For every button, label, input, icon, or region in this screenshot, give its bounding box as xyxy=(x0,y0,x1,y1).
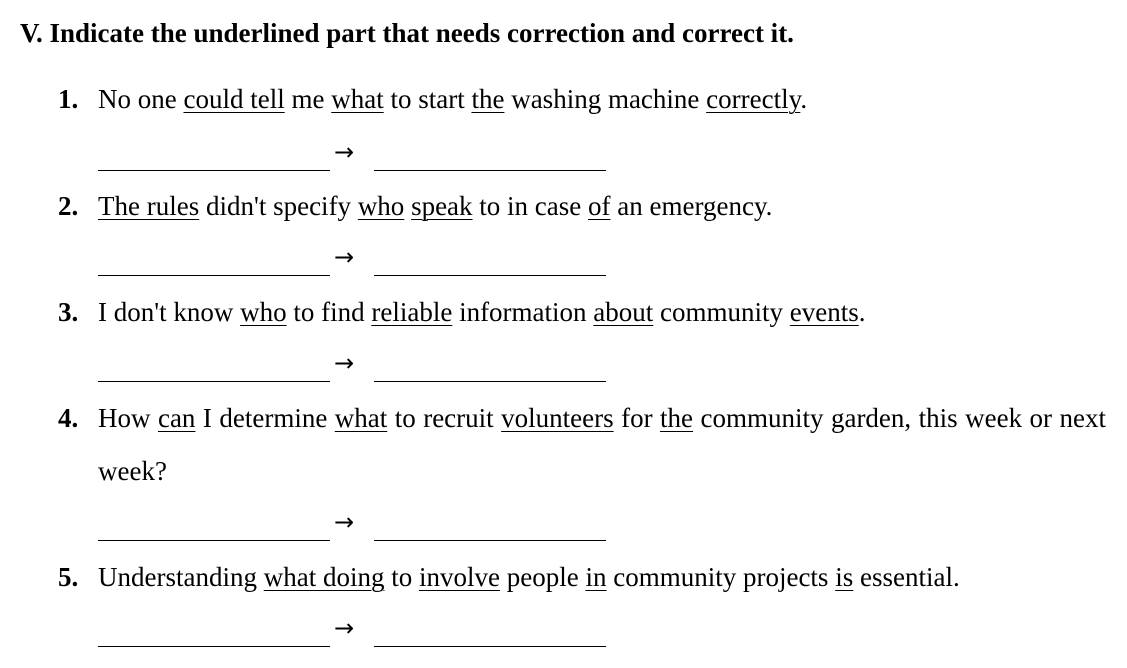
right-arrow-icon: → xyxy=(334,138,355,166)
underlined-part[interactable]: events xyxy=(789,297,859,327)
question-number: 3. xyxy=(58,297,79,327)
sentence-text: washing machine xyxy=(504,84,707,114)
underlined-part[interactable]: in xyxy=(585,562,607,592)
answer-blank-correction[interactable] xyxy=(374,275,606,276)
answer-blank-correction[interactable] xyxy=(374,170,606,171)
question-text xyxy=(98,73,1106,126)
exercise-heading: V. Indicate the underlined part that needs correction and correct it. xyxy=(20,18,794,48)
sentence-text: for xyxy=(613,403,661,433)
sentence-text: me xyxy=(284,84,332,114)
underlined-part[interactable]: volunteers xyxy=(501,403,614,433)
question-1 xyxy=(58,73,1106,126)
question-text xyxy=(98,286,1106,339)
underlined-part[interactable]: speak xyxy=(411,191,473,221)
question-text xyxy=(98,180,1106,233)
underlined-part[interactable]: of xyxy=(588,191,611,221)
question-4 xyxy=(58,392,1106,498)
right-arrow-icon: → xyxy=(334,243,355,271)
question-5 xyxy=(58,551,1106,604)
sentence-text: essential. xyxy=(853,562,960,592)
underlined-part[interactable]: what xyxy=(334,403,388,433)
question-text xyxy=(98,392,1106,498)
sentence-text: community projects xyxy=(606,562,836,592)
answer-blank-correction[interactable] xyxy=(374,646,606,647)
sentence-text: to xyxy=(384,562,419,592)
sentence-text: I don't know xyxy=(98,297,241,327)
answer-blank-underlined[interactable] xyxy=(98,170,330,171)
sentence-text: I determine xyxy=(195,403,335,433)
underlined-part[interactable]: who xyxy=(357,191,405,221)
sentence-text: Understanding xyxy=(98,562,264,592)
underlined-part[interactable]: could tell xyxy=(183,84,285,114)
answer-blank-correction[interactable] xyxy=(374,381,606,382)
answer-blank-underlined[interactable] xyxy=(98,275,330,276)
sentence-text: to find xyxy=(286,297,372,327)
underlined-part[interactable]: the xyxy=(660,403,694,433)
sentence-text: . xyxy=(800,84,808,114)
sentence-text: didn't specify xyxy=(199,191,358,221)
sentence-text: people xyxy=(499,562,586,592)
underlined-part[interactable]: reliable xyxy=(371,297,453,327)
underlined-part[interactable]: is xyxy=(835,562,854,592)
sentence-text: to recruit xyxy=(387,403,502,433)
question-3 xyxy=(58,286,1106,339)
answer-line-2 xyxy=(98,243,608,276)
answer-line-4 xyxy=(98,508,608,541)
underlined-part[interactable]: about xyxy=(593,297,654,327)
underlined-part[interactable]: can xyxy=(157,403,196,433)
right-arrow-icon: → xyxy=(334,508,355,536)
answer-line-1 xyxy=(98,138,608,171)
underlined-part[interactable]: what doing xyxy=(263,562,385,592)
question-number: 2. xyxy=(58,191,79,221)
underlined-part[interactable]: involve xyxy=(418,562,500,592)
right-arrow-icon: → xyxy=(334,614,355,642)
underlined-part[interactable]: The rules xyxy=(98,191,200,221)
answer-line-5 xyxy=(98,614,608,647)
sentence-text: an emergency. xyxy=(610,191,773,221)
question-number: 1. xyxy=(58,84,79,114)
underlined-part[interactable]: what xyxy=(331,84,384,114)
sentence-text: community garden, this week or next week? xyxy=(98,403,1106,486)
question-number: 4. xyxy=(58,403,79,433)
right-arrow-icon: → xyxy=(334,349,355,377)
answer-line-3 xyxy=(98,349,608,382)
question-number: 5. xyxy=(58,562,79,592)
underlined-part[interactable]: who xyxy=(240,297,287,327)
sentence-text: to start xyxy=(383,84,472,114)
sentence-text: . xyxy=(858,297,866,327)
answer-blank-underlined[interactable] xyxy=(98,646,330,647)
sentence-text: No one xyxy=(98,84,184,114)
question-text xyxy=(98,551,1106,604)
underlined-part[interactable]: the xyxy=(471,84,505,114)
answer-blank-underlined[interactable] xyxy=(98,540,330,541)
sentence-text: How xyxy=(98,403,158,433)
answer-blank-underlined[interactable] xyxy=(98,381,330,382)
question-2 xyxy=(58,180,1106,233)
sentence-text: community xyxy=(653,297,790,327)
underlined-part[interactable]: correctly xyxy=(706,84,801,114)
answer-blank-correction[interactable] xyxy=(374,540,606,541)
sentence-text: to in case xyxy=(472,191,589,221)
sentence-text: information xyxy=(452,297,594,327)
